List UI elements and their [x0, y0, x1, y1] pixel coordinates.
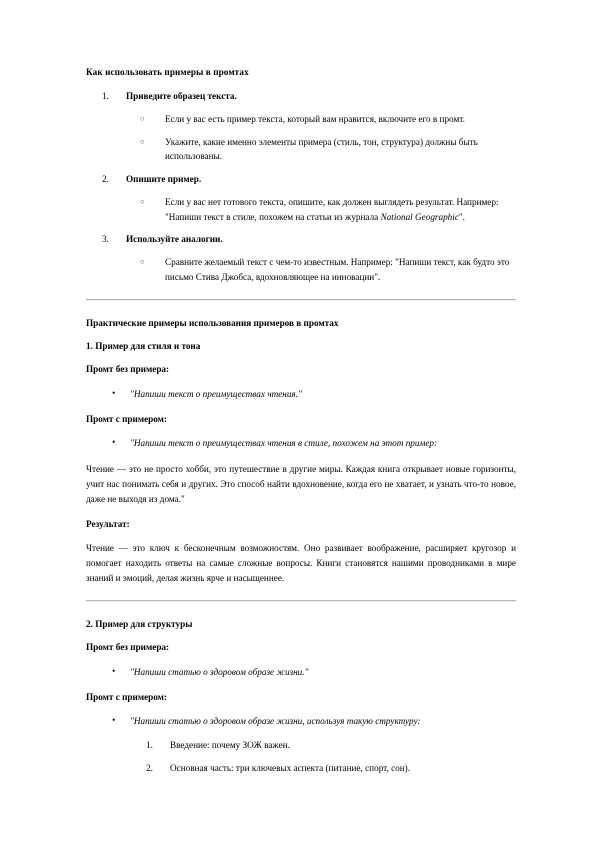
filled-bullet-icon: • — [112, 437, 116, 448]
step-item-2 — [86, 172, 516, 224]
structure-item-text: Введение: почему ЗОЖ важен. — [170, 739, 290, 750]
example-1-with-label: Промт с примером: — [86, 413, 167, 424]
structure-item-number: 1. — [146, 739, 153, 750]
prompt-with-example-text: "Напиши текст о преимуществах чтения в стиле, похожем на этот пример: — [130, 438, 438, 449]
example-2-with-list — [86, 714, 516, 775]
prompt-without-example-text: "Напиши статью о здоровом образе жизни." — [130, 666, 309, 677]
list-item — [86, 436, 516, 451]
example-1-heading: 1. Пример для стиля и тона — [86, 340, 201, 351]
practical-examples-heading: Практические примеры использования примеров в промтах — [86, 317, 339, 328]
step-item-1 — [86, 89, 516, 164]
example-2-without-list — [86, 665, 516, 680]
step-number: 1. — [102, 91, 109, 102]
list-item — [86, 714, 516, 775]
step-lead: Используйте аналогии. — [126, 234, 223, 245]
filled-bullet-icon: • — [112, 715, 116, 726]
example-1-without-label: Промт без примера: — [86, 364, 170, 375]
structure-item-text: Основная часть: три ключевых аспекта (питание, спорт, сон). — [170, 763, 411, 774]
circle-bullet-icon: ○ — [140, 136, 145, 146]
sub-bullet-item — [126, 135, 516, 165]
structure-list — [130, 738, 516, 776]
step-lead: Опишите пример. — [126, 174, 202, 185]
section-divider-2 — [86, 600, 516, 602]
list-item — [86, 665, 516, 680]
step-1-subitems — [126, 112, 516, 165]
example-1-sample-paragraph: Чтение — это не просто хобби, это путешествие в другие миры. Каждая книга открывает новые горизонты, учит нас понимать себя и других. Это способ найти вдохновение, когда его не хватает, и узнать что-то новое, даже не выходя из дома." — [86, 464, 516, 504]
filled-bullet-icon: • — [112, 387, 116, 398]
example-1-result-paragraph: Чтение — это ключ к бесконечным возможностям. Оно развивает воображение, расширяет кругозор и помогает находить ответы на самые сложные вопросы. Книги становятся нашими проводниками в мире знаний и эмоций, делая жизнь ярче и насыщеннее. — [86, 543, 516, 583]
sub-bullet-text: Укажите, какие именно элементы примера (стиль, тон, структура) должны быть использованы. — [165, 136, 478, 162]
example-1-result-label: Результат: — [86, 518, 130, 529]
structure-item — [130, 738, 516, 752]
sub-bullet-text: Сравните желаемый текст с чем-то известным. Например: "Напиши текст, как будто это письмо Стива Джобса, вдохновляющее на инновации". — [165, 256, 510, 282]
example-2-without-label: Промт без примера: — [86, 642, 170, 653]
sub-bullet-text-before: Если у вас нет готового текста, опишите, как должен выглядеть результат. Например: "Напиши текст в стиле, похожем на статьи из журнала — [165, 196, 499, 222]
filled-bullet-icon: • — [112, 665, 116, 676]
example-1-with-list — [86, 436, 516, 451]
step-item-3 — [86, 232, 516, 284]
list-item — [86, 387, 516, 402]
sub-bullet-text: Если у вас есть пример текста, который вам нравится, включите его в промт. — [165, 113, 465, 124]
circle-bullet-icon: ○ — [140, 256, 145, 266]
step-3-subitems — [126, 255, 516, 285]
step-number: 2. — [102, 174, 109, 185]
section-divider-1 — [86, 299, 516, 301]
page-title: Как использовать примеры в промтах — [86, 67, 249, 77]
circle-bullet-icon: ○ — [140, 113, 145, 123]
example-2-with-label: Промт с примером: — [86, 691, 167, 702]
sub-bullet-item — [126, 112, 516, 127]
sub-bullet-text-after: ". — [458, 211, 465, 222]
circle-bullet-icon: ○ — [140, 196, 145, 206]
step-number: 3. — [102, 234, 109, 245]
structure-item — [130, 761, 516, 775]
prompt-without-example-text: "Напиши текст о преимуществах чтения." — [130, 388, 302, 399]
structure-item-number: 2. — [146, 763, 153, 774]
sub-bullet-item — [126, 195, 516, 225]
prompt-with-example-text: "Напиши статью о здоровом образе жизни, используя такую структуру: — [130, 716, 421, 727]
steps-list — [86, 89, 516, 284]
magazine-name-italic: National Geographic — [380, 211, 459, 222]
example-1-without-list — [86, 387, 516, 402]
example-2-heading: 2. Пример для структуры — [86, 618, 193, 629]
sub-bullet-item — [126, 255, 516, 285]
step-lead: Приведите образец текста. — [126, 91, 237, 102]
step-2-subitems — [126, 195, 516, 225]
